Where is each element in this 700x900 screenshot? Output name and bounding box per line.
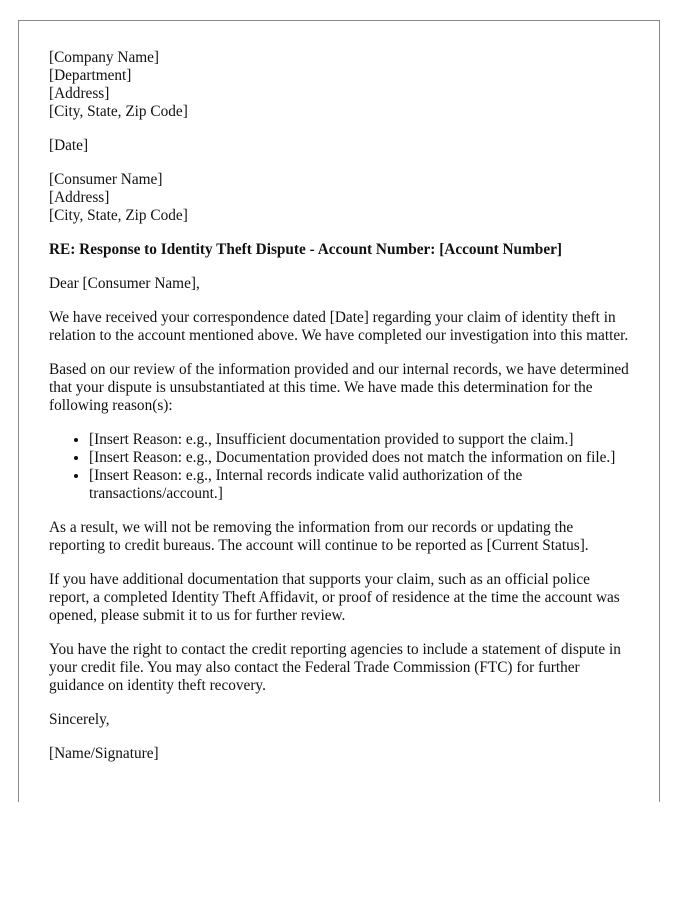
recipient-address: [Address] [49,189,110,206]
recipient-address-block [49,171,629,225]
paragraph-rights: You have the right to contact the credit reporting agencies to include a statement of dispute in your credit file. You may also contact the Federal Trade Commission (FTC) for further guidance on identity theft recovery. [49,641,621,694]
paragraph-result: As a result, we will not be removing the information from our records or updating the reporting to credit bureaus. The account will continue to be reported as [Current Status]. [49,519,589,554]
recipient-city-state-zip: [City, State, Zip Code] [49,207,188,224]
reason-item: • [Insert Reason: e.g., Insufficient documentation provided to support the claim.] [89,431,629,449]
sender-department: [Department] [49,67,132,84]
sender-address: [Address] [49,85,110,102]
letter-page [18,20,660,802]
reason-item: • [Insert Reason: e.g., Documentation provided does not match the information on file.] [89,449,629,467]
reasons-list [49,431,629,503]
recipient-name: [Consumer Name] [49,171,163,188]
salutation: Dear [Consumer Name], [49,275,200,292]
sender-city-state-zip: [City, State, Zip Code] [49,103,188,120]
reason-item: • [Insert Reason: e.g., Internal records indicate valid authorization of the transactions/account.] [89,467,629,503]
paragraph-received: We have received your correspondence dated [Date] regarding your claim of identity theft in relation to the account mentioned above. We have completed our investigation into this matter. [49,309,629,344]
sender-company-name: [Company Name] [49,49,160,66]
paragraph-determination: Based on our review of the information provided and our internal records, we have determined that your dispute is unsubstantiated at this time. We have made this determination for the following reason(s): [49,361,629,414]
paragraph-additional-docs: If you have additional documentation that supports your claim, such as an official police report, a completed Identity Theft Affidavit, or proof of residence at the time the account was opened, please submit it to us for further review. [49,571,620,624]
signature: [Name/Signature] [49,745,159,762]
letter-date: [Date] [49,137,89,154]
subject-line: RE: Response to Identity Theft Dispute - Account Number: [Account Number] [49,241,562,258]
closing: Sincerely, [49,711,110,728]
sender-address-block [49,49,629,121]
